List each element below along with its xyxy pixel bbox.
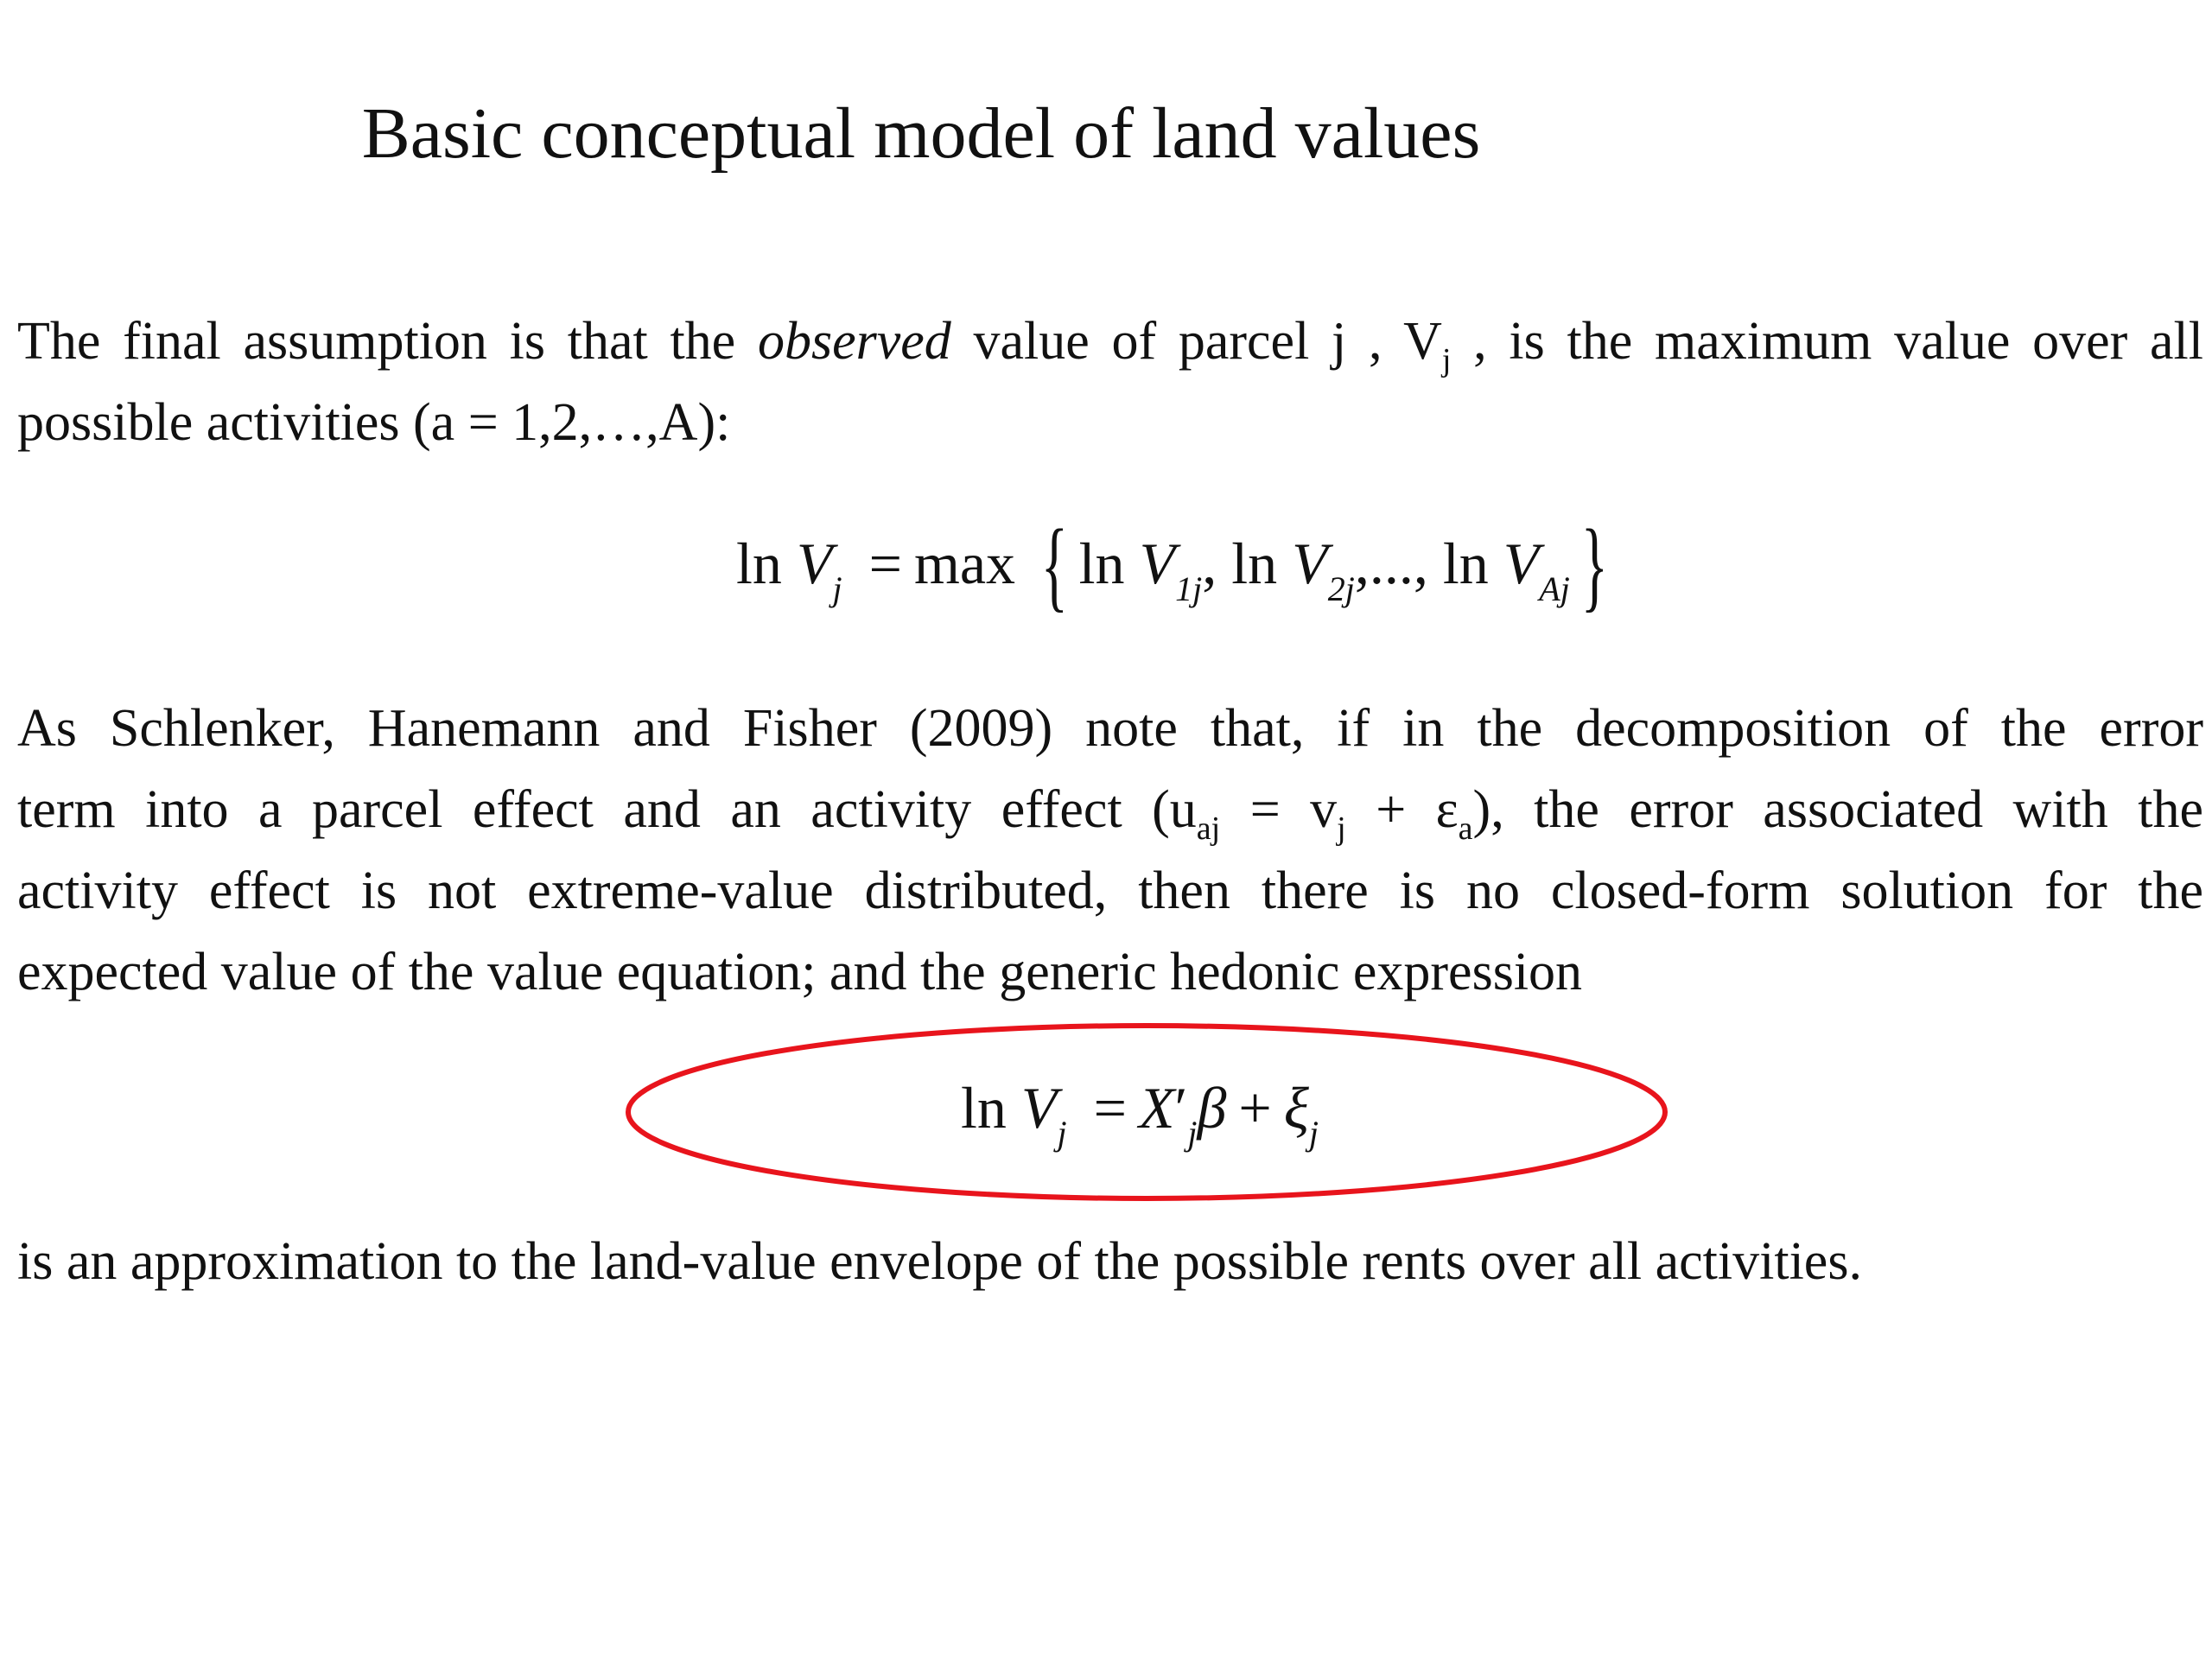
- eq-xi: ξ: [1283, 1075, 1309, 1141]
- paragraph-approximation: [17, 1221, 2203, 1302]
- eq-var-v: V: [1020, 1075, 1058, 1141]
- equation-hedonic: [961, 1075, 1319, 1153]
- eq-sub-j: j: [1057, 1114, 1067, 1153]
- paragraph-assumption-line-1: [17, 301, 2203, 382]
- eq-var-x: X: [1138, 1075, 1175, 1141]
- text-segment: ), the error associated with the: [1472, 780, 2204, 839]
- eq-sub-2j: 2j: [1327, 569, 1355, 608]
- eq-ellipsis: ...,: [1369, 531, 1428, 596]
- eq-ln: ln: [961, 1075, 1007, 1141]
- eq-ln: ln: [1231, 531, 1278, 596]
- eq-ln: ln: [1442, 531, 1489, 596]
- paragraph-assumption: [17, 301, 2203, 463]
- text-segment: value of parcel j , V: [950, 312, 1442, 371]
- eq-sub-j: j: [1187, 1114, 1198, 1153]
- eq-comma: ,: [1354, 531, 1370, 596]
- eq-var-v: V: [1139, 531, 1176, 596]
- eq-equals: =: [1093, 1075, 1127, 1141]
- eq-sub-j: j: [832, 569, 842, 608]
- text-segment: = v: [1220, 780, 1338, 839]
- eq-ln: ln: [736, 531, 782, 596]
- text-segment: The final assumption is that the: [17, 312, 758, 371]
- eq-equals: =: [868, 531, 902, 596]
- eq-sub-j: j: [1308, 1114, 1319, 1153]
- paragraph-decomposition-line-1: As Schlenker, Hanemann and Fisher (2009) note that, if in the decomposition of the error: [17, 699, 2203, 758]
- subscript-j: j: [1337, 810, 1346, 847]
- text-segment: + ε: [1345, 780, 1459, 839]
- eq-sub-1j: 1j: [1175, 569, 1203, 608]
- paragraph-decomposition: [17, 688, 2203, 1013]
- eq-beta: β: [1197, 1075, 1227, 1141]
- paragraph-decomposition-line-2: [17, 769, 2203, 850]
- eq-prime: ′: [1174, 1075, 1188, 1141]
- eq-ln: ln: [1078, 531, 1125, 596]
- slide-title: Basic conceptual model of land values: [361, 93, 1481, 174]
- eq-plus: +: [1238, 1075, 1272, 1141]
- eq-var-v: V: [1503, 531, 1540, 596]
- eq-var-v: V: [796, 531, 833, 596]
- eq-var-v: V: [1292, 531, 1328, 596]
- text-segment: term into a parcel effect and an activity effect (u: [17, 780, 1197, 839]
- equation-max-value: $\ln V_j = \max$ { $\ln V_{1j}$, $\ln V_{2j}$,..., $\ln V_{Aj}$ }: [736, 508, 1608, 621]
- eq-max: max: [913, 531, 1016, 596]
- paragraph-decomposition-line-3: activity effect is not extreme-value distributed, then there is no closed-form solution for the: [17, 861, 2203, 920]
- subscript-a: a: [1458, 810, 1473, 847]
- subscript-aj: aj: [1196, 810, 1221, 847]
- emphasis-observed: observed: [757, 312, 951, 371]
- text-segment: , is the maximum value over all: [1451, 312, 2203, 371]
- subscript-j: j: [1441, 342, 1452, 378]
- eq-comma: ,: [1202, 531, 1217, 596]
- eq-sub-aj: Aj: [1539, 569, 1570, 608]
- paragraph-decomposition-line-4: expected value of the value equation; and the generic hedonic expression: [17, 943, 1583, 1001]
- paragraph-assumption-line-2: possible activities (a = 1,2,…,A):: [17, 393, 731, 452]
- paragraph-approximation-line-1: is an approximation to the land-value envelope of the possible rents over all activities.: [17, 1232, 1862, 1291]
